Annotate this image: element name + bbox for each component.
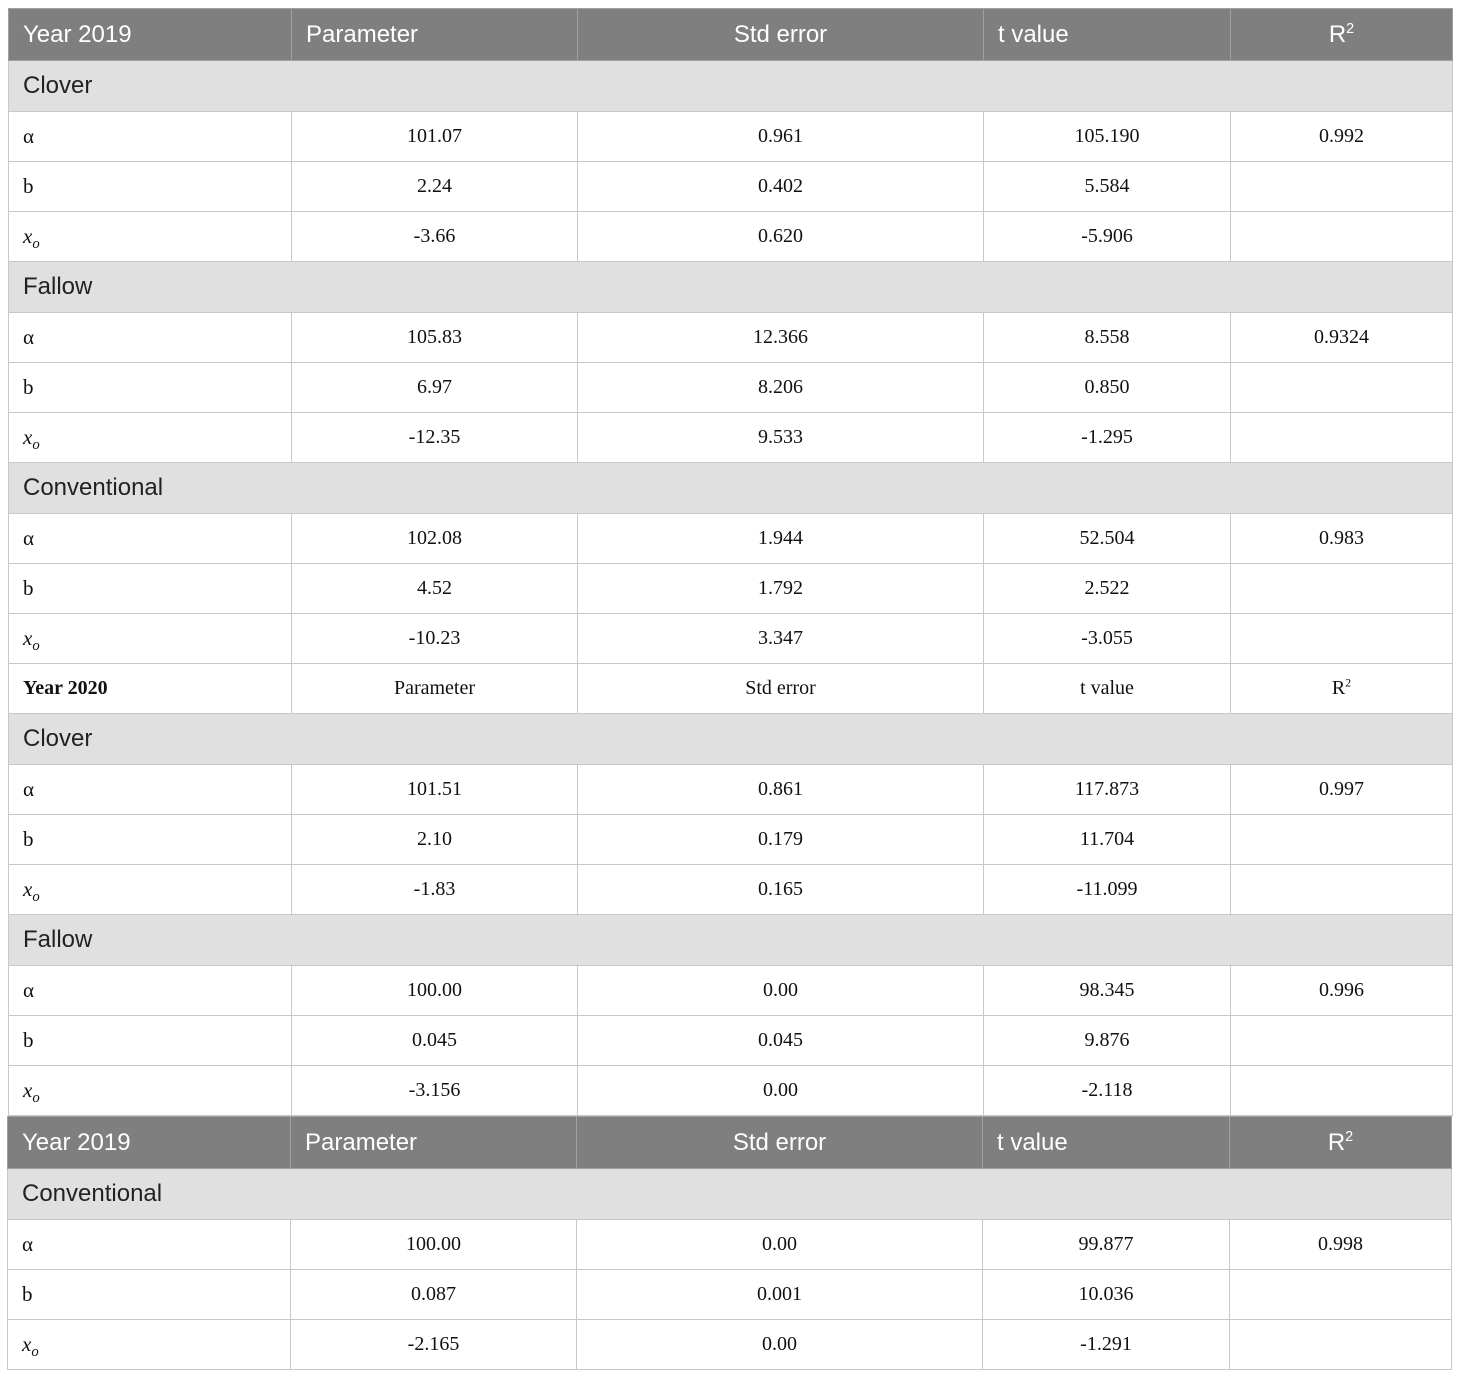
group-label: Conventional <box>8 1169 1452 1220</box>
std-error-value: 0.045 <box>578 1016 984 1066</box>
r2-value <box>1231 1016 1453 1066</box>
table-row <box>9 313 1453 363</box>
table-row <box>9 564 1453 614</box>
header-parameter: Parameter <box>291 1117 577 1169</box>
table-row <box>9 614 1453 664</box>
t-value: 2.522 <box>984 564 1231 614</box>
std-error-value: 0.00 <box>577 1320 983 1370</box>
param-value: -12.35 <box>292 413 578 463</box>
param-symbol: $x_o$ <box>9 614 292 664</box>
header-t-value: t value <box>984 9 1231 61</box>
r2-value: 0.983 <box>1231 514 1453 564</box>
group-row <box>9 262 1453 313</box>
r2-value <box>1231 865 1453 915</box>
t-value: 0.850 <box>984 363 1231 413</box>
param-symbol: $x_o$ <box>9 413 292 463</box>
std-error-value: 0.402 <box>578 162 984 212</box>
param-value: 100.00 <box>292 966 578 1016</box>
std-error-value: 0.620 <box>578 212 984 262</box>
header-year: Year 2019 <box>9 9 292 61</box>
param-symbol: $x_o$ <box>8 1320 291 1370</box>
param-value: 0.045 <box>292 1016 578 1066</box>
table-row <box>9 363 1453 413</box>
group-row <box>8 1169 1452 1220</box>
table-row <box>9 1066 1453 1116</box>
r2-value <box>1230 1270 1452 1320</box>
t-value: 10.036 <box>983 1270 1230 1320</box>
year-2020-header-row <box>9 664 1453 714</box>
table-header-row <box>8 1117 1452 1169</box>
group-row <box>9 915 1453 966</box>
table-row <box>9 815 1453 865</box>
subheader-r2: $R^2$ <box>1231 664 1453 714</box>
std-error-value: 1.944 <box>578 514 984 564</box>
t-value: 105.190 <box>984 112 1231 162</box>
r2-value <box>1231 212 1453 262</box>
std-error-value: 8.206 <box>578 363 984 413</box>
t-value: 8.558 <box>984 313 1231 363</box>
r2-value <box>1231 162 1453 212</box>
r2-value: 0.9324 <box>1231 313 1453 363</box>
t-value: 99.877 <box>983 1220 1230 1270</box>
t-value: -11.099 <box>984 865 1231 915</box>
std-error-value: 0.961 <box>578 112 984 162</box>
param-symbol: α <box>9 112 292 162</box>
r2-value <box>1231 564 1453 614</box>
t-value: -5.906 <box>984 212 1231 262</box>
param-symbol: b <box>8 1270 291 1320</box>
r2-value <box>1231 1066 1453 1116</box>
table-row <box>9 212 1453 262</box>
r2-value: 0.992 <box>1231 112 1453 162</box>
t-value: -1.291 <box>983 1320 1230 1370</box>
std-error-value: 0.00 <box>577 1220 983 1270</box>
param-symbol: α <box>9 966 292 1016</box>
param-symbol: α <box>8 1220 291 1270</box>
std-error-value: 0.165 <box>578 865 984 915</box>
std-error-value: 0.179 <box>578 815 984 865</box>
param-symbol: $x_o$ <box>9 212 292 262</box>
std-error-value: 0.00 <box>578 1066 984 1116</box>
param-value: 102.08 <box>292 514 578 564</box>
param-value: 101.51 <box>292 765 578 815</box>
param-value: 101.07 <box>292 112 578 162</box>
param-symbol: α <box>9 765 292 815</box>
subheader-year: Year 2020 <box>9 664 292 714</box>
r2-value: 0.997 <box>1231 765 1453 815</box>
r2-value: 0.998 <box>1230 1220 1452 1270</box>
subheader-std-error: Std error <box>578 664 984 714</box>
param-symbol: b <box>9 564 292 614</box>
r2-value: 0.996 <box>1231 966 1453 1016</box>
param-value: -3.156 <box>292 1066 578 1116</box>
results-table-part-1 <box>8 8 1453 1116</box>
header-std-error: Std error <box>577 1117 983 1169</box>
param-value: 100.00 <box>291 1220 577 1270</box>
param-value: 4.52 <box>292 564 578 614</box>
std-error-value: 1.792 <box>578 564 984 614</box>
param-value: 2.10 <box>292 815 578 865</box>
header-std-error: Std error <box>578 9 984 61</box>
subheader-t-value: t value <box>984 664 1231 714</box>
std-error-value: 12.366 <box>578 313 984 363</box>
param-symbol: b <box>9 162 292 212</box>
r2-value <box>1231 815 1453 865</box>
table-row <box>8 1220 1452 1270</box>
table-row <box>9 865 1453 915</box>
group-row <box>9 714 1453 765</box>
subheader-parameter: Parameter <box>292 664 578 714</box>
param-symbol: α <box>9 313 292 363</box>
r2-value <box>1230 1320 1452 1370</box>
group-label: Fallow <box>9 262 1453 313</box>
param-value: -10.23 <box>292 614 578 664</box>
r2-value <box>1231 614 1453 664</box>
header-t-value: t value <box>983 1117 1230 1169</box>
table-row <box>9 514 1453 564</box>
header-r2: $R^2$ <box>1230 1117 1452 1169</box>
param-symbol: α <box>9 514 292 564</box>
param-value: -3.66 <box>292 212 578 262</box>
param-value: 105.83 <box>292 313 578 363</box>
param-value: -2.165 <box>291 1320 577 1370</box>
group-label: Fallow <box>9 915 1453 966</box>
group-row <box>9 463 1453 514</box>
t-value: -1.295 <box>984 413 1231 463</box>
group-label: Conventional <box>9 463 1453 514</box>
param-symbol: $x_o$ <box>9 865 292 915</box>
table-row <box>8 1320 1452 1370</box>
table-row <box>9 1016 1453 1066</box>
param-symbol: b <box>9 1016 292 1066</box>
std-error-value: 0.861 <box>578 765 984 815</box>
table-row <box>9 162 1453 212</box>
param-symbol: b <box>9 363 292 413</box>
t-value: 9.876 <box>984 1016 1231 1066</box>
t-value: -2.118 <box>984 1066 1231 1116</box>
table-row <box>9 112 1453 162</box>
param-value: 6.97 <box>292 363 578 413</box>
std-error-value: 9.533 <box>578 413 984 463</box>
header-year: Year 2019 <box>8 1117 291 1169</box>
std-error-value: 0.00 <box>578 966 984 1016</box>
param-value: 0.087 <box>291 1270 577 1320</box>
param-value: -1.83 <box>292 865 578 915</box>
results-table-part-2 <box>7 1116 1452 1370</box>
group-label: Clover <box>9 61 1453 112</box>
t-value: 5.584 <box>984 162 1231 212</box>
r2-value <box>1231 363 1453 413</box>
r2-value <box>1231 413 1453 463</box>
group-row <box>9 61 1453 112</box>
header-parameter: Parameter <box>292 9 578 61</box>
t-value: 117.873 <box>984 765 1231 815</box>
param-value: 2.24 <box>292 162 578 212</box>
param-symbol: b <box>9 815 292 865</box>
table-row <box>9 413 1453 463</box>
header-r2: $R^2$ <box>1231 9 1453 61</box>
std-error-value: 0.001 <box>577 1270 983 1320</box>
t-value: -3.055 <box>984 614 1231 664</box>
group-label: Clover <box>9 714 1453 765</box>
table-row <box>9 765 1453 815</box>
table-row <box>9 966 1453 1016</box>
t-value: 11.704 <box>984 815 1231 865</box>
std-error-value: 3.347 <box>578 614 984 664</box>
param-symbol: $x_o$ <box>9 1066 292 1116</box>
table-row <box>8 1270 1452 1320</box>
table-header-row <box>9 9 1453 61</box>
t-value: 98.345 <box>984 966 1231 1016</box>
t-value: 52.504 <box>984 514 1231 564</box>
